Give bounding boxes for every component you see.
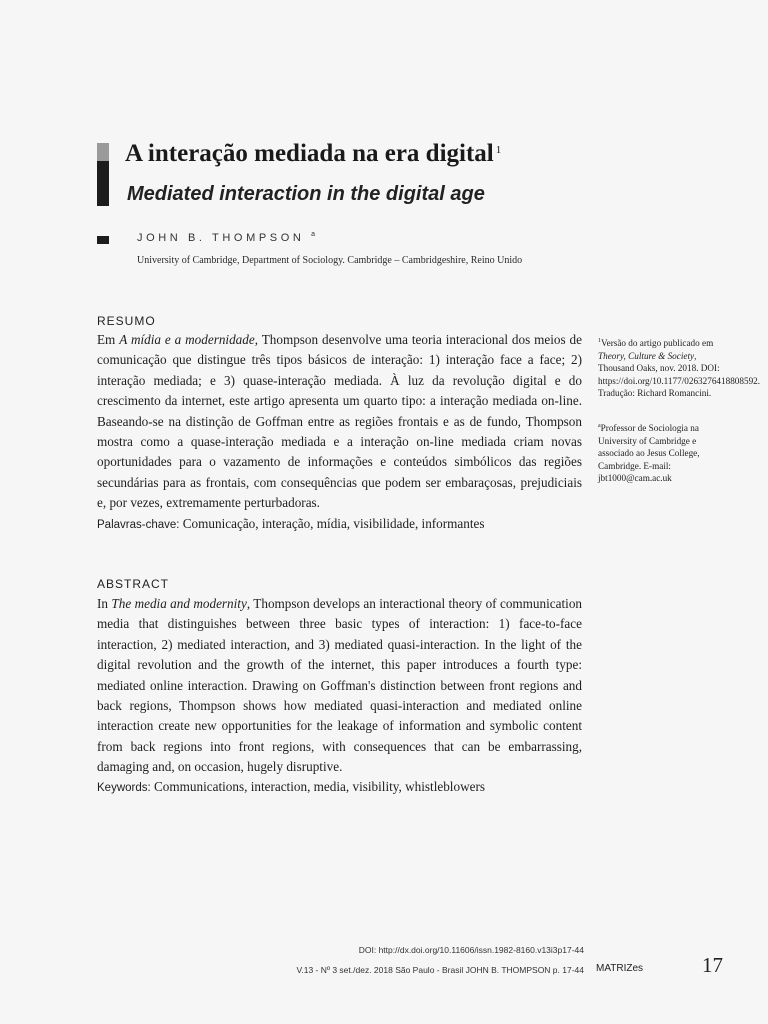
abstract-book-title: The media and modernity: [111, 596, 247, 611]
abstract-keywords-list: Communications, interaction, media, visibility, whistleblowers: [153, 779, 485, 794]
footnote-a-text: Professor de Sociologia na University of Cambridge e associado ao Jesus College, Cambridge. E-mail: jbt1000@cam.ac.uk: [598, 423, 700, 484]
abstract-heading: ABSTRACT: [97, 577, 170, 591]
abstract-keywords-label: Keywords:: [97, 782, 151, 794]
author-name-text: JOHN B. THOMPSON: [137, 232, 305, 244]
resumo-body: , Thompson desenvolve uma teoria interacional dos meios de comunicação que distingue três tipos básicos de interação: 1) interação face a face; 2) interação mediada; e 3) quase-interação mediada. À luz da revolução digital e do crescimento da internet, este artigo apresenta um quarto tipo: a interação mediada on-line. Baseando-se na distinção de Goffman entre as regiões frontais e as de fundo, Thompson mostra como a quase-interação mediada e a interação on-line mediada criam novas oportunidades para o vazamento de informações e conteúdos simbólicos das regiões secundárias para as frontais, com consequências que podem ser embaraçosas, prejudiciais e, por vezes, extremamente perturbadoras.: [97, 332, 582, 511]
footnote-1-text-a: Versão do artigo publicado em: [601, 338, 714, 349]
resumo-keywords-list: Comunicação, interação, mídia, visibilidade, informantes: [182, 516, 485, 531]
abstract-keywords: [97, 777, 582, 798]
doi-link[interactable]: DOI: http://dx.doi.org/10.11606/issn.1982-8160.v13i3p17-44: [358, 945, 584, 955]
footnote-1: [598, 335, 761, 400]
resumo-keywords: [97, 514, 582, 535]
footer-metadata: V.13 - Nº 3 set./dez. 2018 São Paulo - Brasil JOHN B. THOMPSON p. 17-44: [296, 965, 584, 975]
abstract-text: [97, 594, 582, 778]
author-marker: [97, 236, 109, 244]
journal-name: MATRIZes: [596, 963, 644, 974]
footnote-1-journal: Theory, Culture & Society: [598, 350, 695, 361]
footnote-1-marker: 1: [598, 338, 601, 344]
resumo-lead: Em: [97, 332, 120, 347]
resumo-text: [97, 330, 582, 514]
resumo-keywords-label: Palavras-chave:: [97, 519, 180, 531]
article-title-text: A interação mediada na era digital: [125, 140, 494, 167]
footnote-a-marker: a: [598, 423, 601, 429]
author-affiliation: University of Cambridge, Department of Sociology. Cambridge – Cambridgeshire, Reino Unido: [137, 255, 523, 266]
title-footnote-marker[interactable]: 1: [495, 144, 502, 156]
author-footnote-marker[interactable]: a: [311, 231, 315, 238]
abstract-lead: In: [97, 596, 112, 611]
title-accent-bar-highlight: [97, 143, 109, 161]
author-name: [137, 232, 315, 244]
footnote-a: [598, 420, 726, 485]
article-subtitle: Mediated interaction in the digital age: [127, 183, 485, 205]
resumo-book-title: A mídia e a modernidade: [119, 332, 255, 347]
article-title: [125, 140, 501, 168]
footnote-1-text-b: , Thousand Oaks, nov. 2018. DOI: https://doi.org/10.1177/0263276418808592. Tradução: Richard Romancini.: [598, 350, 761, 399]
abstract-body: , Thompson develops an interactional theory of communication media that distinguishes between three basic types of interaction: 1) face-to-face interaction, 2) mediated interaction, and 3) mediated quasi-interaction. In the light of the digital revolution and the growth of the internet, this paper introduces a fourth type: mediated online interaction. Drawing on Goffman's distinction between front regions and back regions, Thompson shows how mediated quasi-interaction and mediated online interaction create new opportunities for the leakage of information and symbolic content from back regions into front regions, with consequences that can be embarrassing, damaging and, on occasion, hugely disruptive.: [97, 596, 583, 775]
page-number: 17: [702, 953, 723, 977]
resumo-heading: RESUMO: [97, 314, 156, 328]
